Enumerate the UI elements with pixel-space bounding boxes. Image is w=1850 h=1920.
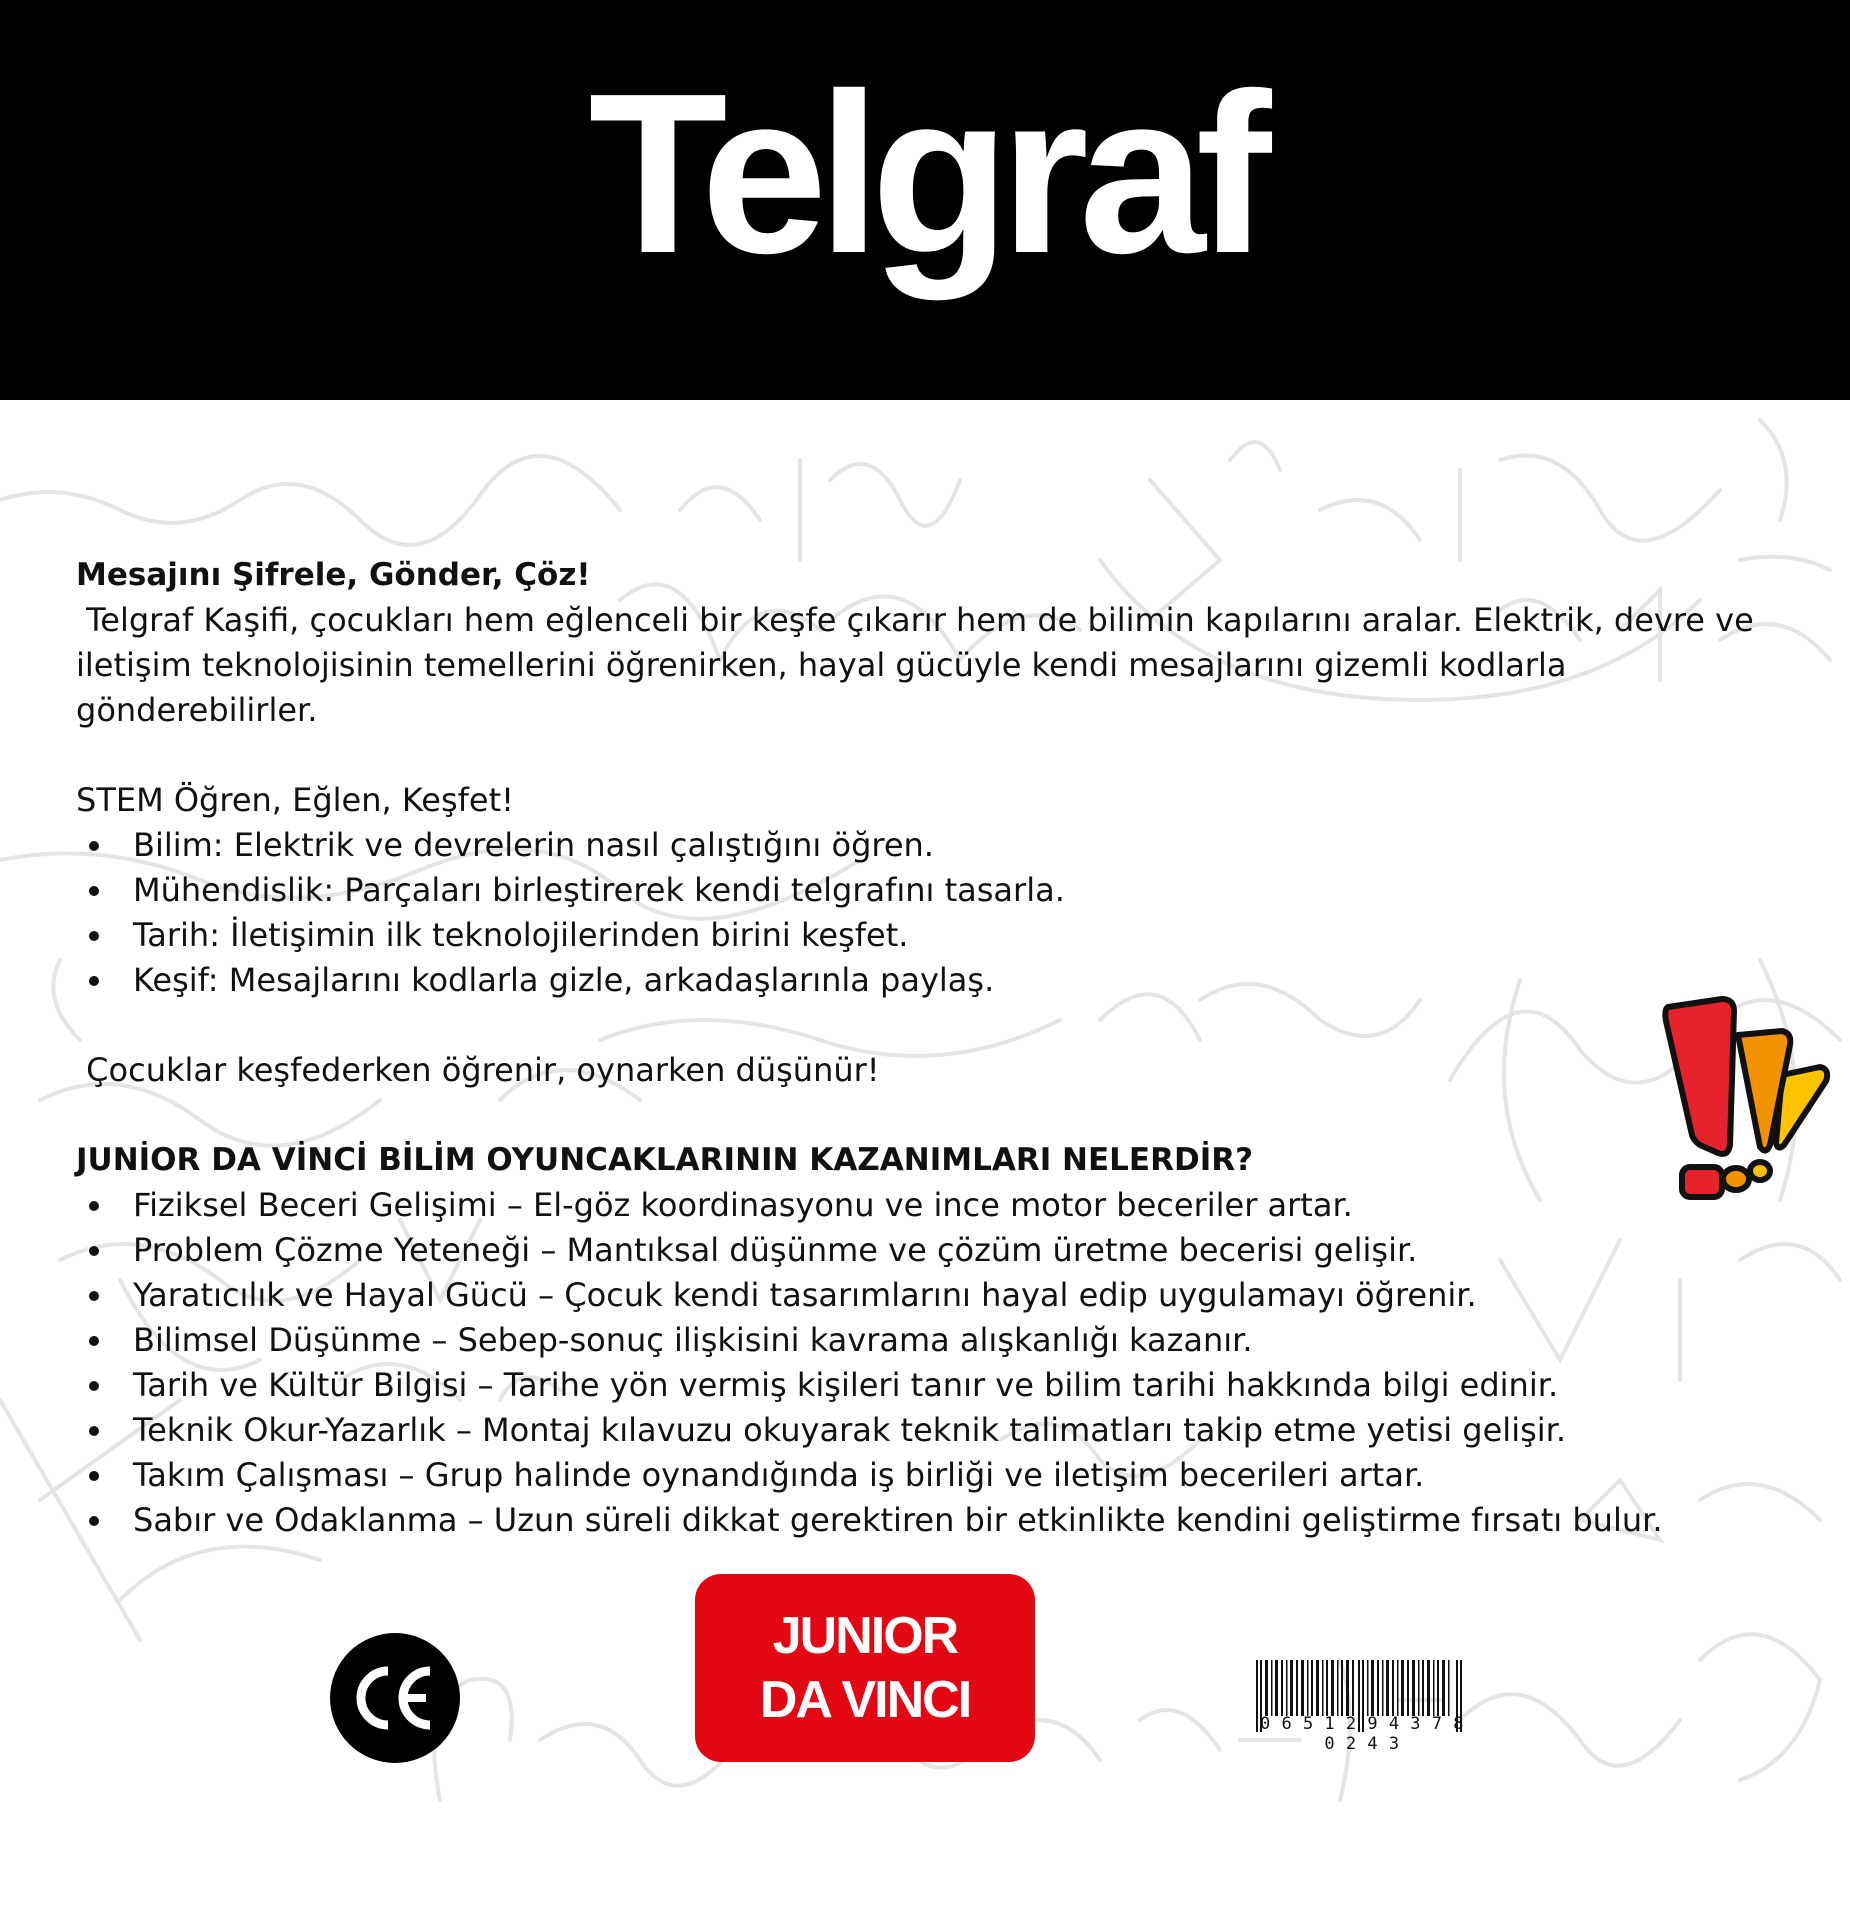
junior-da-vinci-logo <box>695 1574 1035 1762</box>
intro-paragraph-text: Telgraf Kaşifi, çocukları hem eğlenceli bir keşfe çıkarır hem de bilimin kapılarını aralar. Elektrik, devre ve iletişim teknolojisinin temellerini öğrenirken, hayal gücüyle kendi mesajlarını gizemli kodlarla gönderebilirler. <box>76 601 1754 729</box>
list-item: Yaratıcılık ve Hayal Gücü – Çocuk kendi tasarımlarını hayal edip uygulamayı öğrenir. <box>76 1273 1776 1318</box>
list-item: Tarih ve Kültür Bilgisi – Tarihe yön vermiş kişileri tanır ve bilim tarihi hakkında bilgi edinir. <box>76 1363 1776 1408</box>
brand-line-1: JUNIOR <box>772 1607 958 1665</box>
list-item: Keşif: Mesajlarını kodlarla gizle, arkadaşlarınla paylaş. <box>76 958 1776 1003</box>
list-item: Takım Çalışması – Grup halinde oynandığında iş birliği ve iletişim becerileri artar. <box>76 1453 1776 1498</box>
ce-mark-icon <box>330 1633 460 1763</box>
list-item: Mühendislik: Parçaları birleştirerek kendi telgrafını tasarla. <box>76 868 1776 913</box>
benefits-heading: JUNİOR DA VİNCİ BİLİM OYUNCAKLARININ KAZANIMLARI NELERDİR? <box>76 1142 1254 1178</box>
stem-list <box>76 823 1776 1003</box>
list-item: Tarih: İletişimin ilk teknolojilerinden birini keşfet. <box>76 913 1776 958</box>
page-title: Telgraf <box>588 47 1262 301</box>
tagline-text: Çocuklar keşfederken öğrenir, oynarken düşünür! <box>86 1051 880 1089</box>
tagline <box>76 1048 1776 1093</box>
list-item: Sabır ve Odaklanma – Uzun süreli dikkat gerektiren bir etkinlikte kendini geliştirme fırsatı bulur. <box>76 1498 1776 1543</box>
stem-heading: STEM Öğren, Eğlen, Keşfet! <box>76 781 514 819</box>
content-area <box>76 553 1776 1543</box>
list-item: Bilimsel Düşünme – Sebep-sonuç ilişkisini kavrama alışkanlığı kazanır. <box>76 1318 1776 1363</box>
exclamation-logo-icon <box>1660 995 1830 1205</box>
intro-paragraph <box>76 598 1776 733</box>
spacer <box>76 733 1776 778</box>
intro-heading: Mesajını Şifrele, Gönder, Çöz! <box>76 557 591 593</box>
brand-line-2: DA VINCI <box>759 1671 971 1729</box>
benefits-list <box>76 1183 1776 1543</box>
barcode-number: 0 6 5 1 2 9 4 3 7 8 0 2 4 3 <box>1260 1714 1464 1754</box>
list-item: Fiziksel Beceri Gelişimi – El-göz koordinasyonu ve ince motor beceriler artar. <box>76 1183 1776 1228</box>
list-item: Teknik Okur-Yazarlık – Montaj kılavuzu okuyarak teknik talimatları takip etme yetisi gelişir. <box>76 1408 1776 1453</box>
list-item: Bilim: Elektrik ve devrelerin nasıl çalıştığını öğren. <box>76 823 1776 868</box>
list-item: Problem Çözme Yeteneği – Mantıksal düşünme ve çözüm üretme becerisi gelişir. <box>76 1228 1776 1273</box>
spacer <box>76 1093 1776 1138</box>
header-banner <box>0 0 1850 400</box>
spacer <box>76 1003 1776 1048</box>
